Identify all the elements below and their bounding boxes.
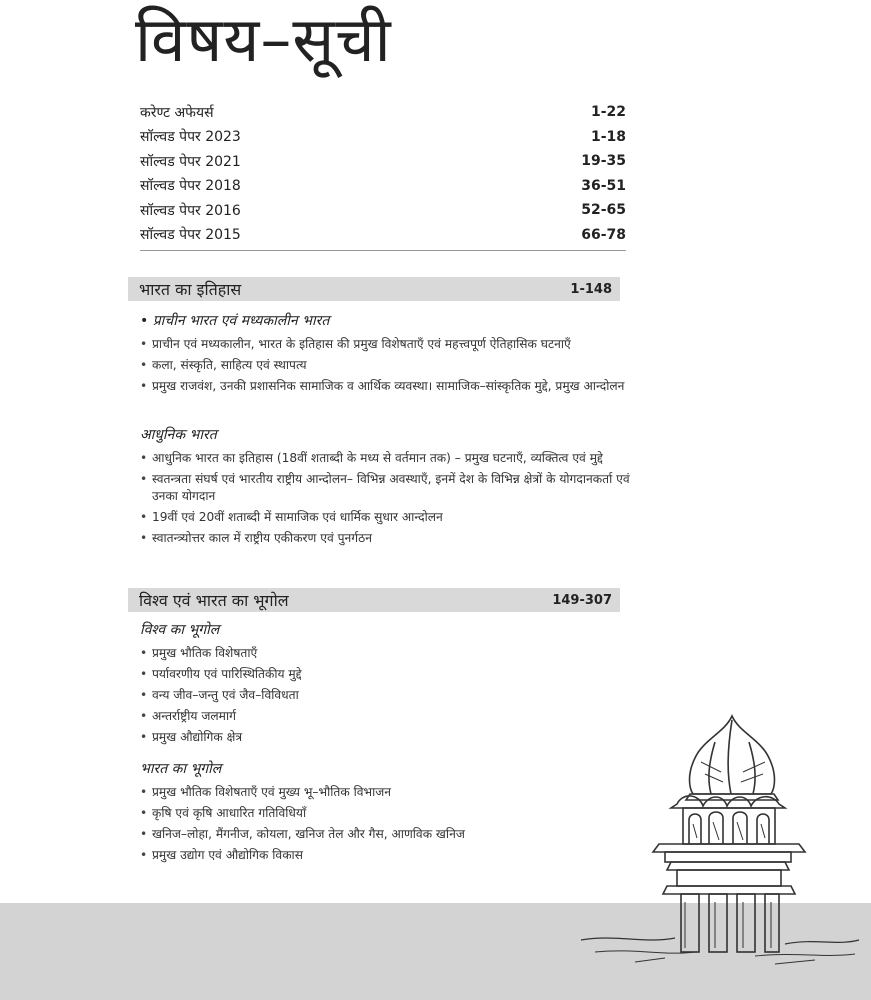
- section-title: भारत का इतिहास: [139, 280, 242, 299]
- list-item: • 19वीं एवं 20वीं शताब्दी में सामाजिक एवं धार्मिक सुधार आन्दोलन: [140, 509, 630, 526]
- topic-list: [140, 645, 630, 746]
- toc-label: सॉल्वड पेपर 2018: [140, 178, 241, 195]
- topic-list: [140, 336, 630, 395]
- toc-label: सॉल्वड पेपर 2016: [140, 202, 241, 219]
- india-geography-block: [140, 759, 630, 868]
- list-item: • आधुनिक भारत का इतिहास (18वीं शताब्दी के मध्य से वर्तमान तक) – प्रमुख घटनाएँ, व्यक्तित्व एवं मुद्दे: [140, 450, 630, 467]
- toc-pages: 36-51: [581, 177, 626, 194]
- toc-pages: 66-78: [581, 226, 626, 243]
- list-item: • स्वतन्त्रता संघर्ष एवं भारतीय राष्ट्रीय आन्दोलन– विभिन्न अवस्थाएँ, इनमें देश के विभिन्न क्षेत्रों के योगदानकर्ता एवं उनका योगदान: [140, 471, 630, 505]
- toc-pages: 1-18: [590, 128, 626, 145]
- world-geography-block: [140, 620, 630, 750]
- list-item: • खनिज–लोहा, मैंगनीज, कोयला, खनिज तेल और गैस, आणविक खनिज: [140, 826, 630, 843]
- toc-row[interactable]: [140, 223, 626, 248]
- toc-row[interactable]: [140, 174, 626, 199]
- toc-row[interactable]: [140, 198, 626, 223]
- toc-row[interactable]: [140, 100, 626, 125]
- subsection-heading: • प्राचीन भारत एवं मध्यकालीन भारत: [140, 311, 630, 330]
- section-title: विश्व एवं भारत का भूगोल: [139, 591, 289, 610]
- list-item: • अन्तर्राष्ट्रीय जलमार्ग: [140, 708, 630, 725]
- subsection-heading: आधुनिक भारत: [140, 427, 217, 443]
- list-item: • प्रमुख राजवंश, उनकी प्रशासनिक सामाजिक व आर्थिक व्यवस्था। सामाजिक–सांस्कृतिक मुद्दे, प्रमुख आन्दोलन: [140, 378, 630, 395]
- list-item: • पर्यावरणीय एवं पारिस्थितिकीय मुद्दे: [140, 666, 630, 683]
- section-page-range: 149-307: [552, 592, 612, 608]
- toc-list: [140, 100, 626, 247]
- list-item: • प्रमुख भौतिक विशेषताएँ एवं मुख्य भू–भौतिक विभाजन: [140, 784, 630, 801]
- toc-label: सॉल्वड पेपर 2023: [140, 129, 241, 146]
- toc-row[interactable]: [140, 125, 626, 150]
- section-header-geography[interactable]: [128, 588, 620, 612]
- toc-label: सॉल्वड पेपर 2021: [140, 153, 241, 170]
- toc-pages: 19-35: [581, 153, 626, 170]
- page-title: विषय–सूची: [135, 3, 392, 76]
- toc-row[interactable]: [140, 149, 626, 174]
- topic-list: [140, 784, 630, 864]
- subsection-heading: विश्व का भूगोल: [140, 622, 220, 638]
- list-item: • कला, संस्कृति, साहित्य एवं स्थापत्य: [140, 357, 630, 374]
- toc-label: सॉल्वड पेपर 2015: [140, 227, 241, 244]
- list-item: • प्रमुख उद्योग एवं औद्योगिक विकास: [140, 847, 630, 864]
- list-item: • प्रमुख औद्योगिक क्षेत्र: [140, 729, 630, 746]
- subsection-heading: भारत का भूगोल: [140, 761, 222, 777]
- ancient-block: [140, 311, 630, 399]
- list-item: • प्रमुख भौतिक विशेषताएँ: [140, 645, 630, 662]
- list-item: • वन्य जीव–जन्तु एवं जैव–विविधता: [140, 687, 630, 704]
- topic-list: [140, 450, 630, 547]
- modern-block: [140, 425, 630, 551]
- list-item: • प्राचीन एवं मध्यकालीन, भारत के इतिहास की प्रमुख विशेषताएँ एवं महत्त्वपूर्ण ऐतिहासिक घटनाएँ: [140, 336, 630, 353]
- section-header-history[interactable]: [128, 277, 620, 301]
- toc-label: करेण्ट अफेयर्स: [140, 104, 214, 121]
- section-page-range: 1-148: [570, 281, 612, 297]
- toc-pages: 52-65: [581, 202, 626, 219]
- chhatri-illustration: [575, 712, 865, 972]
- list-item: • स्वातन्त्र्योत्तर काल में राष्ट्रीय एकीकरण एवं पुनर्गठन: [140, 530, 630, 547]
- list-item: • कृषि एवं कृषि आधारित गतिविधियाँ: [140, 805, 630, 822]
- toc-divider: [140, 250, 626, 251]
- toc-pages: 1-22: [590, 104, 626, 121]
